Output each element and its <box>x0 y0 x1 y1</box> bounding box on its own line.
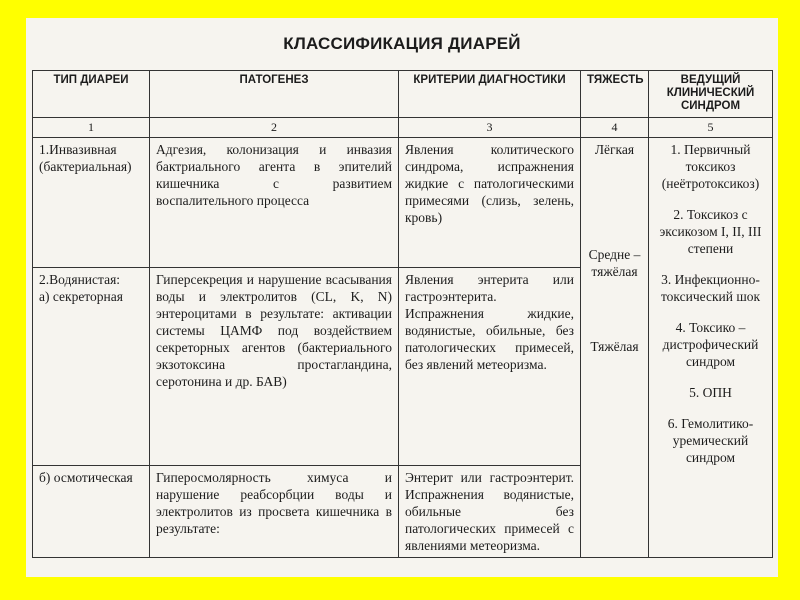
col-number: 2 <box>150 118 399 138</box>
header-pathogenesis: ПАТОГЕНЕЗ <box>150 71 399 118</box>
document-sheet <box>26 18 778 577</box>
header-syndrome: ВЕДУЩИЙ КЛИНИЧЕСКИЙ СИНДРОМ <box>649 71 773 118</box>
syndrome-item: 6. Гемолитико-уремический синдром <box>667 416 754 465</box>
cell-type-secretory <box>33 268 150 466</box>
cell-pathogenesis-osmotic: Гиперосмолярность химуса и нарушение реабсорбции воды и электролитов из просвета кишечника в результате: <box>150 466 399 558</box>
type-watery-label: 2.Водянистая: <box>39 272 121 287</box>
criteria-enteritis: Явления энтерита или гастроэнтерита. <box>405 272 574 304</box>
table-row-invasive <box>33 138 773 268</box>
cell-type-osmotic: б) осмотическая <box>33 466 150 558</box>
cell-criteria-secretory <box>399 268 581 466</box>
col-number: 1 <box>33 118 150 138</box>
header-severity: ТЯЖЕСТЬ <box>581 71 649 118</box>
col-number: 5 <box>649 118 773 138</box>
type-secretory-label: а) секреторная <box>39 289 123 304</box>
cell-severity <box>581 138 649 558</box>
cell-type-invasive: 1.Инвазивная (бактериальная) <box>33 138 150 268</box>
header-criteria: КРИТЕРИИ ДИАГНОСТИКИ <box>399 71 581 118</box>
cell-pathogenesis-secretory: Гиперсекреция и нарушение всасывания воды и электролитов (CL, K, N) энтероцитами в результате: активации системы ЦАМФ под воздействием секреторных агентов (бактериального экзотоксина простагландина, серотонина и др. БАВ) <box>150 268 399 466</box>
syndrome-item: 2. Токсикоз с эксикозом I, II, III степени <box>659 207 762 256</box>
col-number: 4 <box>581 118 649 138</box>
header-type: ТИП ДИАРЕИ <box>33 71 150 118</box>
col-number: 3 <box>399 118 581 138</box>
syndrome-item: 5. ОПН <box>689 385 732 400</box>
diarrhea-classification-table <box>32 70 773 558</box>
cell-criteria-invasive: Явления колитического синдрома, испражнения жидкие с патологическими примесями (слизь, зелень, кровь) <box>399 138 581 268</box>
cell-syndromes <box>649 138 773 558</box>
syndrome-item: 3. Инфекционно-токсический шок <box>660 272 761 304</box>
page-title: КЛАССИФИКАЦИЯ ДИАРЕЙ <box>283 34 521 53</box>
severity-medium: Средне – тяжёлая <box>588 247 641 279</box>
syndrome-item: 4. Токсико – дистрофический синдром <box>662 320 759 369</box>
header-row <box>33 71 773 118</box>
cell-criteria-osmotic: Энтерит или гастроэнтерит. Испражнения водянистые, обильные без патологических примесей с явлениями метеоризма. <box>399 466 581 558</box>
column-numbers-row <box>33 118 773 138</box>
severity-light: Лёгкая <box>594 142 635 157</box>
severity-severe: Тяжёлая <box>590 339 639 354</box>
criteria-stool: Испражнения жидкие, водянистые, обильные, без патологических примесей, без явлений метеоризма. <box>405 306 574 372</box>
syndrome-item: 1. Первичный токсикоз (неётротоксикоз) <box>661 142 760 191</box>
cell-pathogenesis-invasive: Адгезия, колонизация и инвазия бактриального агента в эпителий кишечника с развитием воспалительного процесса <box>150 138 399 268</box>
